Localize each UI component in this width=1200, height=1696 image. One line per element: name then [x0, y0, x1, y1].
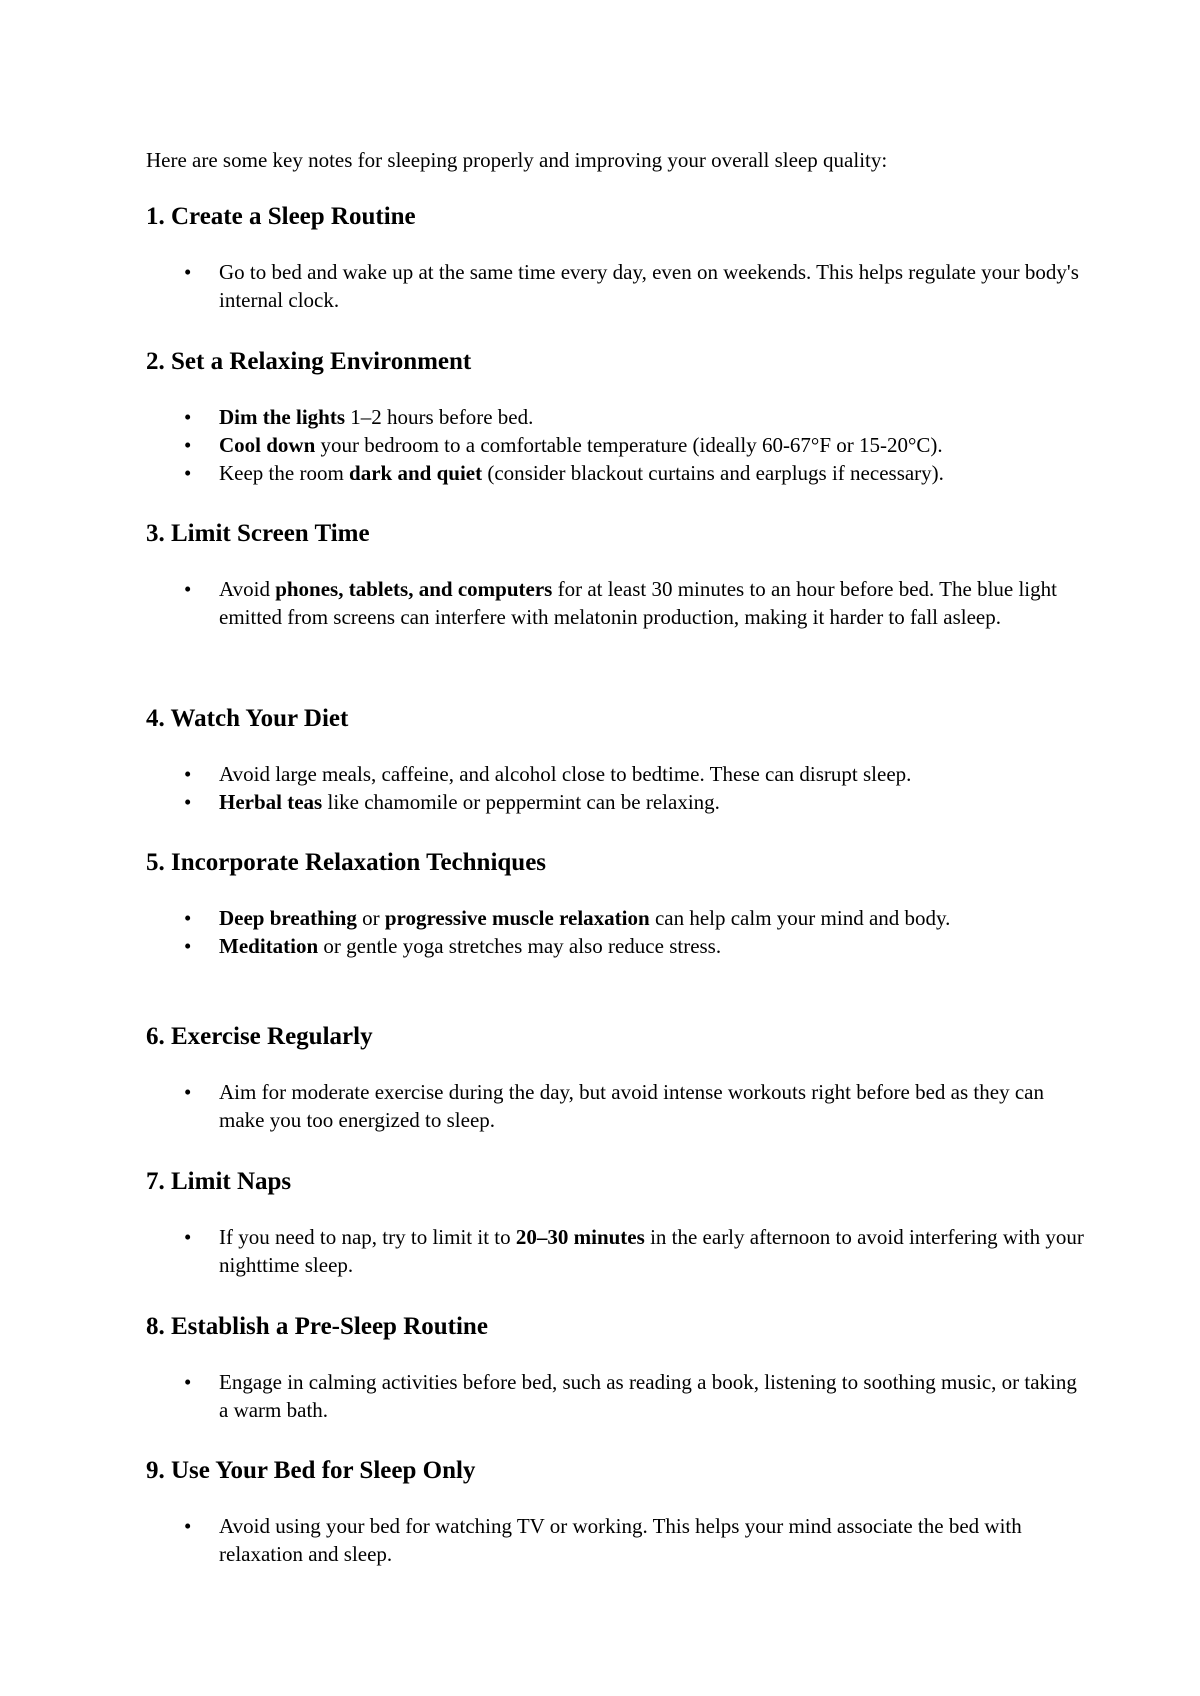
bullet-text: (consider blackout curtains and earplugs if necessary). [482, 461, 944, 485]
section-3 [146, 519, 1086, 631]
bullet-item [146, 1368, 1086, 1424]
bold-text: Meditation [219, 934, 319, 958]
bullet-text: Avoid using your bed for watching TV or working. This helps your mind associate the bed with relaxation and sleep. [219, 1514, 1022, 1566]
section-1 [146, 202, 1086, 314]
section-heading: 8. Establish a Pre-Sleep Routine [146, 1313, 488, 1340]
section-heading: 4. Watch Your Diet [146, 705, 349, 732]
bullet-item [146, 431, 1086, 459]
section-2 [146, 347, 1086, 487]
bullet-text: 1–2 hours before bed. [345, 405, 534, 429]
bullet-text: or gentle yoga stretches may also reduce stress. [318, 934, 722, 958]
bullet-item [146, 788, 1086, 816]
bullet-item [146, 1223, 1086, 1279]
section-heading: 9. Use Your Bed for Sleep Only [146, 1457, 476, 1484]
section-heading: 5. Incorporate Relaxation Techniques [146, 849, 547, 876]
section-heading: 1. Create a Sleep Routine [146, 203, 416, 230]
bullet-text: in the early afternoon to avoid interfering with your nighttime sleep. [219, 1225, 1084, 1277]
bullet-text: can help calm your mind and body. [649, 906, 951, 930]
section-7 [146, 1167, 1086, 1279]
bullet-item [146, 1078, 1086, 1134]
bullet-text: for at least 30 minutes to an hour before bed. The blue light emitted from screens can interfere with melatonin production, making it harder to fall asleep. [219, 577, 1057, 629]
bullet-text: Engage in calming activities before bed, such as reading a book, listening to soothing music, or taking a warm bath. [219, 1370, 1077, 1422]
bullet-list [146, 258, 1086, 314]
bullet-item [146, 459, 1086, 487]
bold-text: Deep breathing [219, 906, 357, 930]
bullet-text: Avoid [219, 577, 276, 601]
bullet-item [146, 575, 1086, 631]
bullet-text: Keep the room [219, 461, 350, 485]
bold-text: 20–30 minutes [515, 1225, 645, 1249]
section-heading: 2. Set a Relaxing Environment [146, 348, 472, 375]
bullet-item [146, 1512, 1086, 1568]
section-heading: 7. Limit Naps [146, 1168, 292, 1195]
bold-text: progressive muscle relaxation [384, 906, 650, 930]
bullet-item [146, 904, 1086, 932]
section-8 [146, 1312, 1086, 1424]
section-6 [146, 1022, 1086, 1134]
bold-text: Dim the lights [219, 405, 345, 429]
bullet-text: If you need to nap, try to limit it to [219, 1225, 516, 1249]
bullet-list [146, 1368, 1086, 1424]
bullet-text: Aim for moderate exercise during the day, but avoid intense workouts right before bed as they can make you too energized to sleep. [219, 1080, 1044, 1132]
bullet-list [146, 403, 1086, 487]
bold-text: dark and quiet [349, 461, 483, 485]
bullet-list [146, 760, 1086, 816]
bullet-item [146, 932, 1086, 960]
intro-paragraph: Here are some key notes for sleeping properly and improving your overall sleep quality: [146, 148, 888, 172]
bullet-item [146, 258, 1086, 314]
bullet-item [146, 403, 1086, 431]
bullet-list [146, 904, 1086, 960]
section-5 [146, 848, 1086, 960]
bullet-text: Go to bed and wake up at the same time every day, even on weekends. This helps regulate your body's internal clock. [219, 260, 1079, 312]
bullet-list [146, 1512, 1086, 1568]
section-4 [146, 704, 1086, 816]
bullet-text: or [356, 906, 385, 930]
bullet-list [146, 1078, 1086, 1134]
bold-text: phones, tablets, and computers [275, 577, 553, 601]
bullet-text: your bedroom to a comfortable temperature (ideally 60-67°F or 15-20°C). [315, 433, 943, 457]
section-heading: 6. Exercise Regularly [146, 1023, 373, 1050]
bullet-text: Avoid large meals, caffeine, and alcohol close to bedtime. These can disrupt sleep. [219, 762, 912, 786]
bullet-text: like chamomile or peppermint can be relaxing. [322, 790, 720, 814]
bullet-list [146, 1223, 1086, 1279]
bold-text: Herbal teas [219, 790, 323, 814]
section-heading: 3. Limit Screen Time [146, 520, 370, 547]
bullet-item [146, 760, 1086, 788]
section-9 [146, 1456, 1086, 1568]
bullet-list [146, 575, 1086, 631]
bold-text: Cool down [219, 433, 316, 457]
